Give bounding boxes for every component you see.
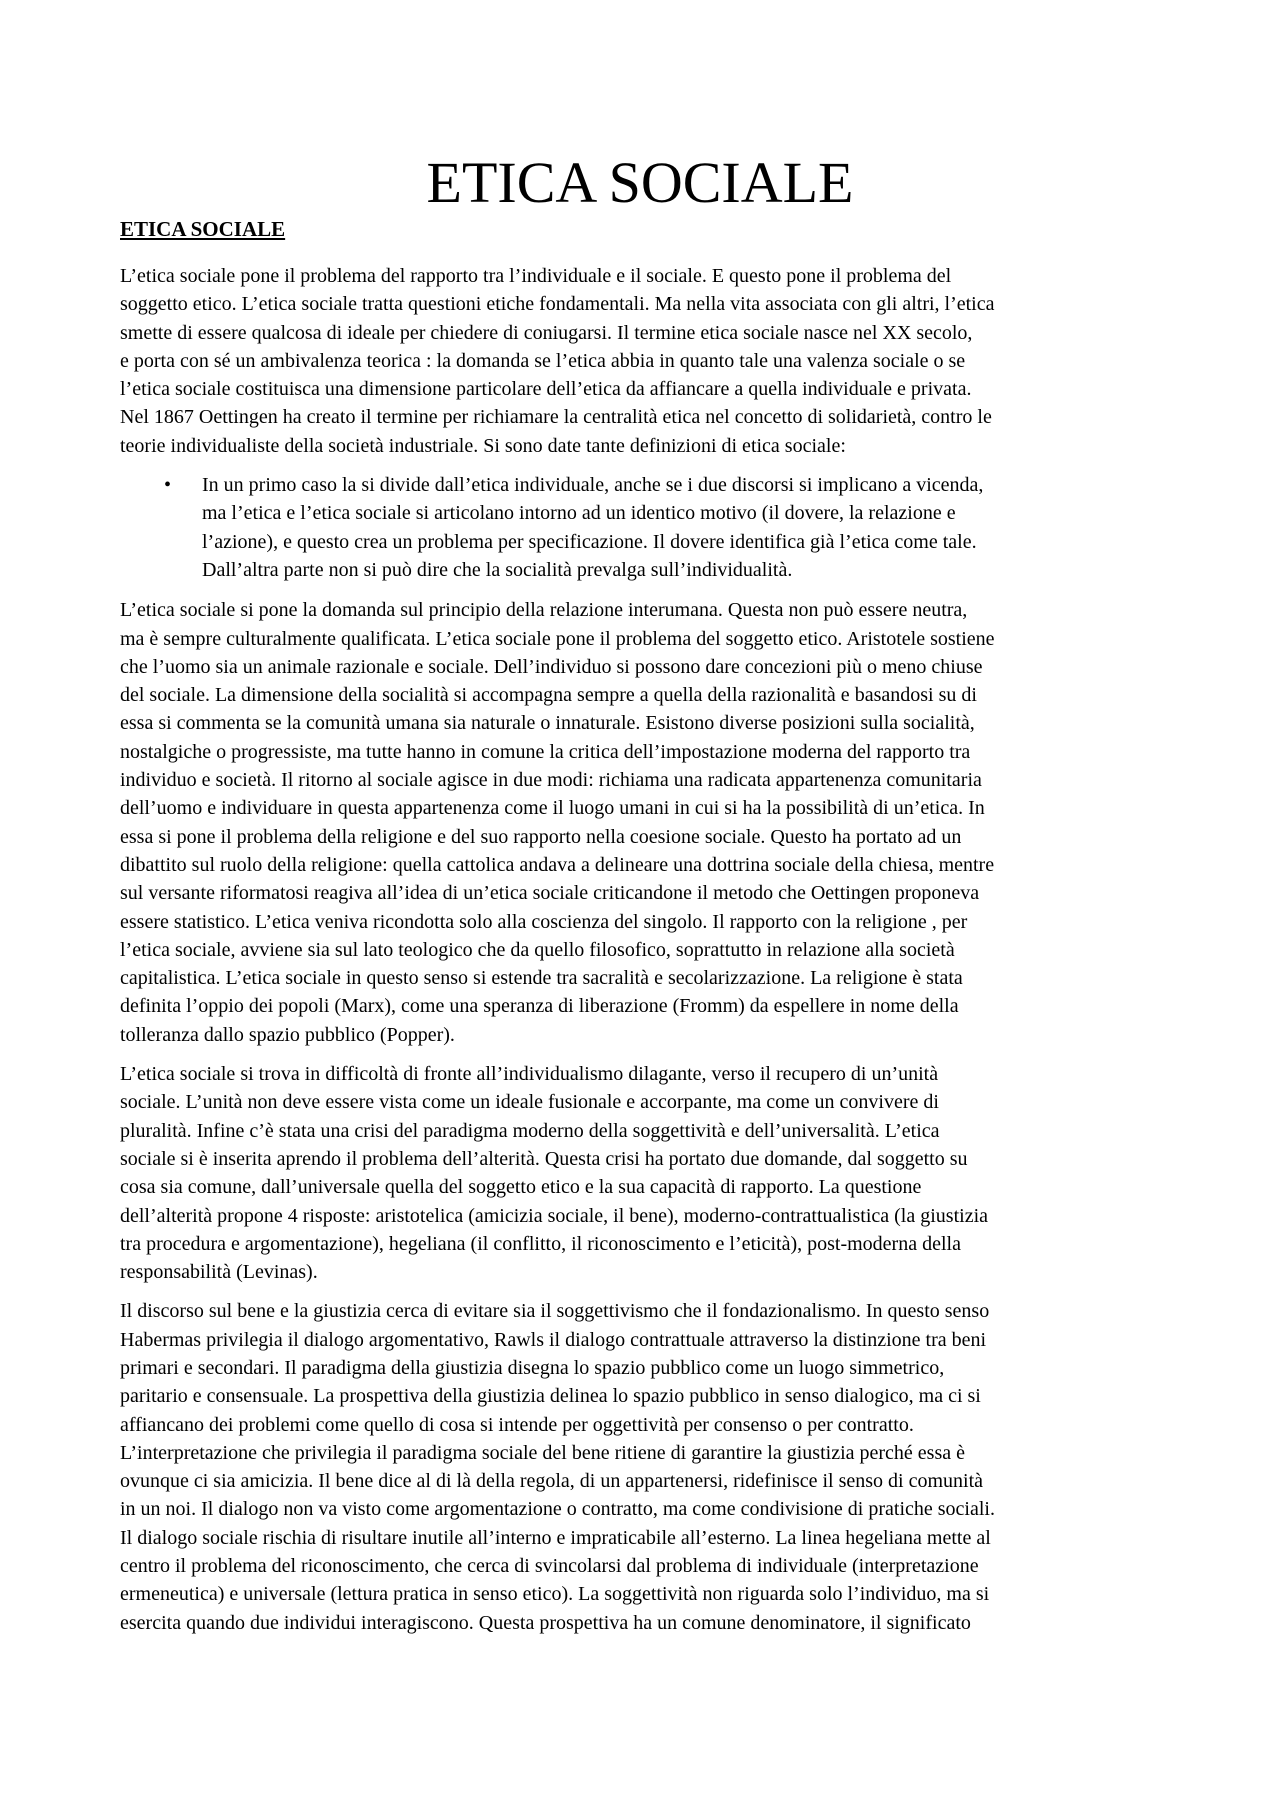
text-line: che l’uomo sia un animale razionale e sociale. Dell’individuo si possono dare concezioni più o meno chiuse [120,655,983,678]
text-line: responsabilità (Levinas). [120,1261,318,1284]
text-line: sociale. L’unità non deve essere vista come un ideale fusionale e accorpante, ma come un convivere di [120,1091,939,1114]
text-line: dell’alterità propone 4 risposte: aristotelica (amicizia sociale, il bene), moderno-contrattualistica (la giustizia [120,1204,988,1227]
text-line: Dall’altra parte non si può dire che la socialità prevalga sull’individualità. [202,558,793,581]
text-line: L’etica sociale si trova in difficoltà di fronte all’individualismo dilagante, verso il recupero di un’unità [120,1063,939,1086]
text-line: in un noi. Il dialogo non va visto come argomentazione o contratto, ma come condivisione di pratiche sociali. [120,1498,995,1521]
text-line: individuo e società. Il ritorno al sociale agisce in due modi: richiama una radicata appartenenza comunitaria [120,769,982,792]
text-line: sociale si è inserita aprendo il problema dell’alterità. Questa crisi ha portato due domande, dal soggetto su [120,1147,968,1170]
text-line: dibattito sul ruolo della religione: quella cattolica andava a delineare una dottrina sociale della chiesa, mentre [120,853,995,876]
text-line: essa si commenta se la comunità umana sia naturale o innaturale. Esistono diverse posizioni sulla socialità, [120,712,975,735]
text-line: Il discorso sul bene e la giustizia cerca di evitare sia il soggettivismo che il fondazionalismo. In questo senso [120,1300,990,1323]
text-line: e porta con sé un ambivalenza teorica : la domanda se l’etica abbia in quanto tale una valenza sociale o se [120,349,966,372]
text-line: esercita quando due individui interagiscono. Questa prospettiva ha un comune denominatore, il significato [120,1611,971,1634]
document-body [120,262,1168,1648]
text-line: Il dialogo sociale rischia di risultare inutile all’interno e impraticabile all’esterno. La linea hegeliana mette al [120,1526,991,1549]
text-line: ma l’etica e l’etica sociale si articolano intorno ad un identico motivo (il dovere, la relazione e [202,502,956,525]
text-line: l’etica sociale, avviene sia sul lato teologico che da quello filosofico, soprattutto in relazione alla società [120,938,955,961]
paragraph-3 [120,1060,1168,1286]
text-line: In un primo caso la si divide dall’etica individuale, anche se i due discorsi si implicano a vicenda, [202,474,984,497]
paragraph-2 [120,596,1168,1049]
text-line: del sociale. La dimensione della socialità si accompagna sempre a quella della razionalità e basandosi su di [120,684,977,707]
text-line: L’interpretazione che privilegia il paradigma sociale del bene ritiene di garantire la giustizia perché essa è [120,1441,965,1464]
text-line: soggetto etico. L’etica sociale tratta questioni etiche fondamentali. Ma nella vita associata con gli altri, l’etica [120,293,995,316]
text-line: tra procedura e argomentazione), hegeliana (il conflitto, il riconoscimento e l’eticità), post-moderna della [120,1232,961,1255]
text-line: essa si pone il problema della religione e del suo rapporto nella coesione sociale. Questo ha portato ad un [120,825,962,848]
text-line: Habermas privilegia il dialogo argomentativo, Rawls il dialogo contrattuale attraverso la distinzione tra beni [120,1328,987,1351]
text-line: sul versante riformatosi reagiva all’idea di un’etica sociale criticandone il metodo che Oettingen proponeva [120,882,980,905]
text-line: Nel 1867 Oettingen ha creato il termine per richiamare la centralità etica nel concetto di solidarietà, contro le [120,406,992,429]
text-line: smette di essere qualcosa di ideale per chiedere di coniugarsi. Il termine etica sociale nasce nel XX secolo, [120,321,973,344]
text-line: teorie individualiste della società industriale. Si sono date tante definizioni di etica sociale: [120,434,846,457]
text-line: definita l’oppio dei popoli (Marx), come una speranza di liberazione (Fromm) da espellere in nome della [120,995,959,1018]
paragraph-4 [120,1297,1168,1637]
bullet-list-item [120,471,1168,584]
text-line: ovunque ci sia amicizia. Il bene dice al di là della regola, di un appartenersi, ridefinisce il senso di comunità [120,1470,984,1493]
text-line: l’etica sociale costituisca una dimensione particolare dell’etica da affiancare a quella individuale e privata. [120,378,972,401]
text-line: nostalgiche o progressiste, ma tutte hanno in comune la critica dell’impostazione moderna del rapporto tra [120,740,971,763]
text-line: ermeneutica) e universale (lettura pratica in senso etico). La soggettività non riguarda solo l’individuo, ma si [120,1583,990,1606]
text-line: capitalistica. L’etica sociale in questo senso si estende tra sacralità e secolarizzazione. La religione è stata [120,967,963,990]
page-title: ETICA SOCIALE [426,150,854,215]
text-line: dell’uomo e individuare in questa appartenenza come il luogo umani in cui si ha la possibilità di un’etica. In [120,797,985,820]
text-line: affiancano dei problemi come quello di cosa si intende per oggettività per consenso o per contratto. [120,1413,914,1436]
text-line: cosa sia comune, dall’universale quella del soggetto etico e la sua capacità di rapporto. La questione [120,1176,922,1199]
text-line: L’etica sociale pone il problema del rapporto tra l’individuale e il sociale. E questo pone il problema del [120,265,952,287]
text-line: tolleranza dallo spazio pubblico (Popper). [120,1023,455,1046]
text-line: paritario e consensuale. La prospettiva della giustizia delinea lo spazio pubblico in senso dialogico, ma ci si [120,1385,981,1408]
section-heading: ETICA SOCIALE [120,217,286,241]
text-line: l’azione), e questo crea un problema per specificazione. Il dovere identifica già l’etica come tale. [202,530,977,553]
text-line: centro il problema del riconoscimento, che cerca di svincolarsi dal problema di individuale (interpretazione [120,1555,979,1578]
bullet-icon: • [164,474,172,497]
text-line: ma è sempre culturalmente qualificata. L’etica sociale pone il problema del soggetto etico. Aristotele sostiene [120,627,995,650]
text-line: L’etica sociale si pone la domanda sul principio della relazione interumana. Questa non può essere neutra, [120,599,968,622]
text-line: primari e secondari. Il paradigma della giustizia disegna lo spazio pubblico come un luogo simmetrico, [120,1356,945,1379]
text-line: pluralità. Infine c’è stata una crisi del paradigma moderno della soggettività e dell’universalità. L’etica [120,1119,940,1142]
paragraph-1 [120,262,1168,460]
text-line: essere statistico. L’etica veniva ricondotta solo alla coscienza del singolo. Il rapporto con la religione , per [120,910,968,933]
